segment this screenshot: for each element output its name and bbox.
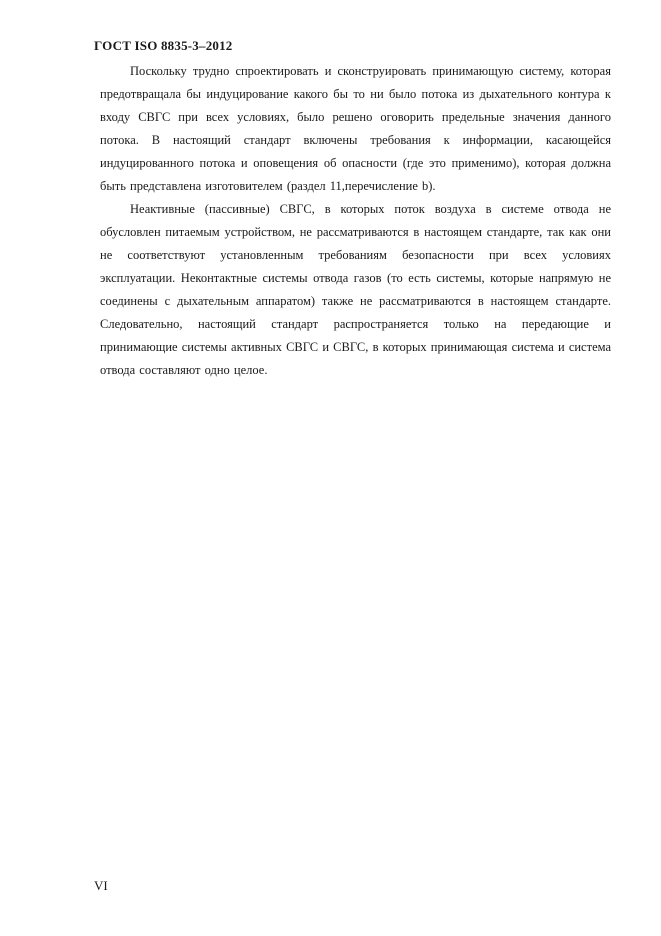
page-number: VI [94,878,108,893]
standard-id: ГОСТ ISO 8835-3–2012 [94,38,233,53]
paragraph-2: Неактивные (пассивные) СВГС, в которых поток воздуха в системе отвода не обусловлен питаемым устройством, не рассматриваются в настоящем стандарте, так как они не соответствуют установленным требованиям безопасности при всех условиях эксплуатации. Неконтактные системы отвода газов (то есть системы, которые напрямую не соединены с дыхательным аппаратом) также не рассматриваются в настоящем стандарте. Следовательно, настоящий стандарт распространяется только на передающие и принимающие системы активных СВГС и СВГС, в которых принимающая система и система отвода составляют одно целое. [100,202,611,377]
document-header [94,38,233,54]
paragraph-1: Поскольку трудно спроектировать и сконструировать принимающую систему, которая предотвращала бы индуцирование какого бы то ни было потока из дыхательного контура к входу СВГС при всех условиях, было решено оговорить предельные значения данного потока. В настоящий стандарт включены требования к информации, касающейся индуцированного потока и оповещения об опасности (где это применимо), которая должна быть представлена изготовителем (раздел 11,перечисление b). [100,64,611,193]
document-body [100,60,611,382]
